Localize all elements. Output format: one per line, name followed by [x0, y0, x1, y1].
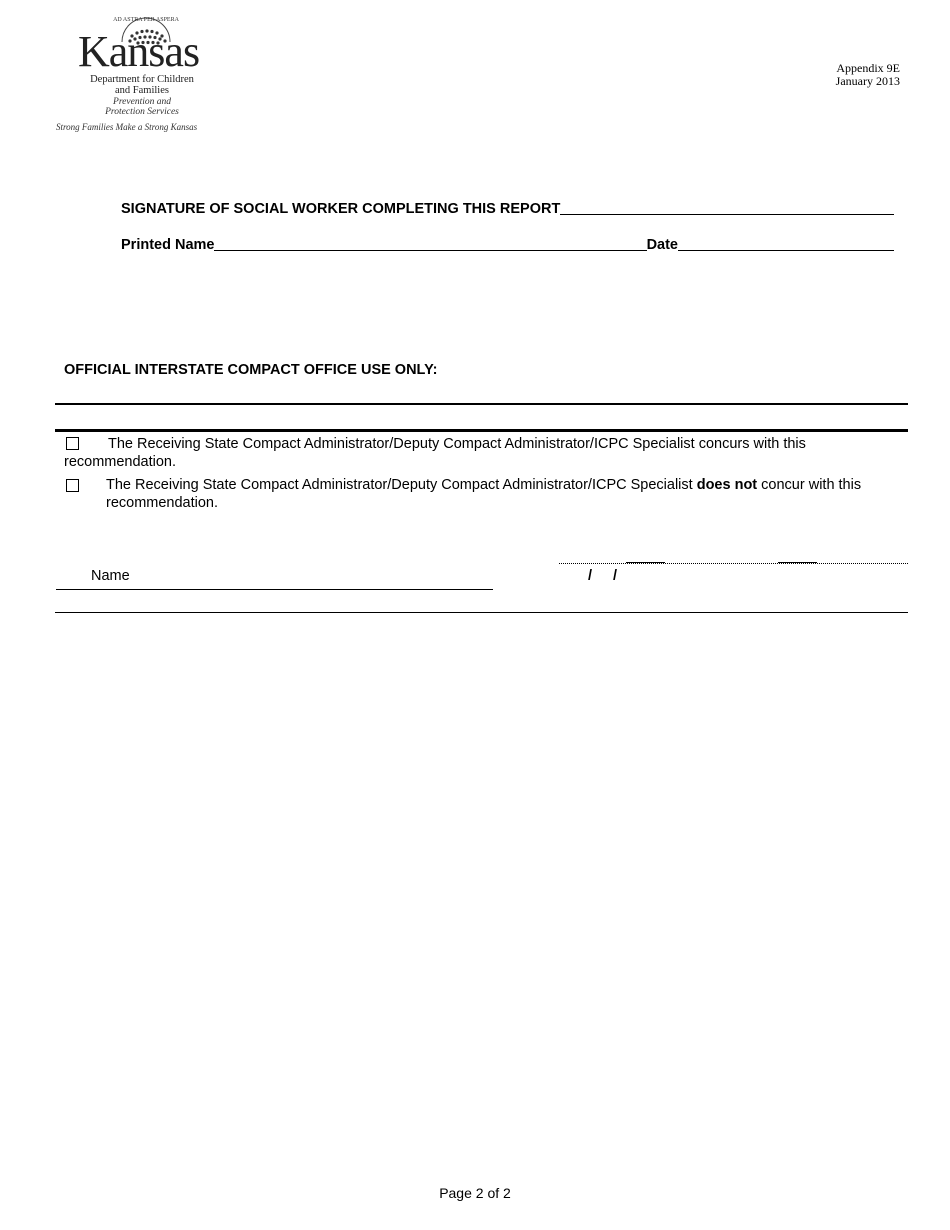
printed-name-label: Printed Name	[121, 237, 215, 253]
printed-name-line[interactable]	[214, 250, 646, 251]
divider-line-bottom	[55, 612, 908, 613]
divider-line-thick	[55, 429, 908, 432]
option-text-before: The Receiving State Compact Administrator/Deputy Compact Administrator/ICPC Specialist	[106, 477, 697, 493]
date-segment-line	[626, 562, 665, 563]
option-concurs-text: The Receiving State Compact Administrator/Deputy Compact Administrator/ICPC Specialist concurs with this recommendation.	[64, 436, 806, 470]
appendix-info	[836, 62, 900, 88]
divider-line	[55, 403, 908, 405]
date-label: Date	[646, 237, 678, 253]
option-text-bold: does not	[696, 477, 758, 493]
office-use-title: OFFICIAL INTERSTATE COMPACT OFFICE USE ONLY:	[64, 362, 438, 378]
option-does-not-concur-text	[106, 476, 898, 512]
date-line[interactable]	[678, 250, 894, 251]
printed-name-row	[121, 236, 894, 254]
seal-motto: AD ASTRA PER ASPERA	[113, 17, 179, 23]
date-slash: /	[613, 568, 618, 584]
option-text-after: concur with this recommendation.	[106, 477, 862, 511]
does-not-concur-checkbox[interactable]	[66, 479, 79, 492]
name-line[interactable]	[56, 589, 493, 590]
signature-label: SIGNATURE OF SOCIAL WORKER COMPLETING THIS REPORT	[121, 201, 561, 217]
logo-subtitle-line2: Protection Services	[105, 107, 179, 117]
appendix-date: January 2013	[835, 74, 900, 88]
logo-department-line1: Department for Children	[90, 74, 194, 85]
logo-wordmark: Kansas	[78, 27, 200, 76]
signature-row	[121, 200, 894, 218]
logo-subtitle-line1: Prevention and	[113, 97, 171, 107]
logo-tagline: Strong Families Make a Strong Kansas	[56, 122, 198, 132]
logo-department-line2: and Families	[115, 85, 169, 96]
date-segment-line	[778, 562, 817, 563]
name-label: Name	[91, 568, 130, 584]
appendix-label: Appendix 9E	[836, 61, 900, 75]
date-dotted-line[interactable]	[559, 563, 908, 564]
kansas-dcf-logo	[56, 12, 228, 136]
date-slash: /	[588, 568, 593, 584]
signature-line[interactable]	[560, 214, 894, 215]
concurs-checkbox[interactable]	[66, 437, 79, 450]
page-number: Page 2 of 2	[439, 1185, 511, 1201]
